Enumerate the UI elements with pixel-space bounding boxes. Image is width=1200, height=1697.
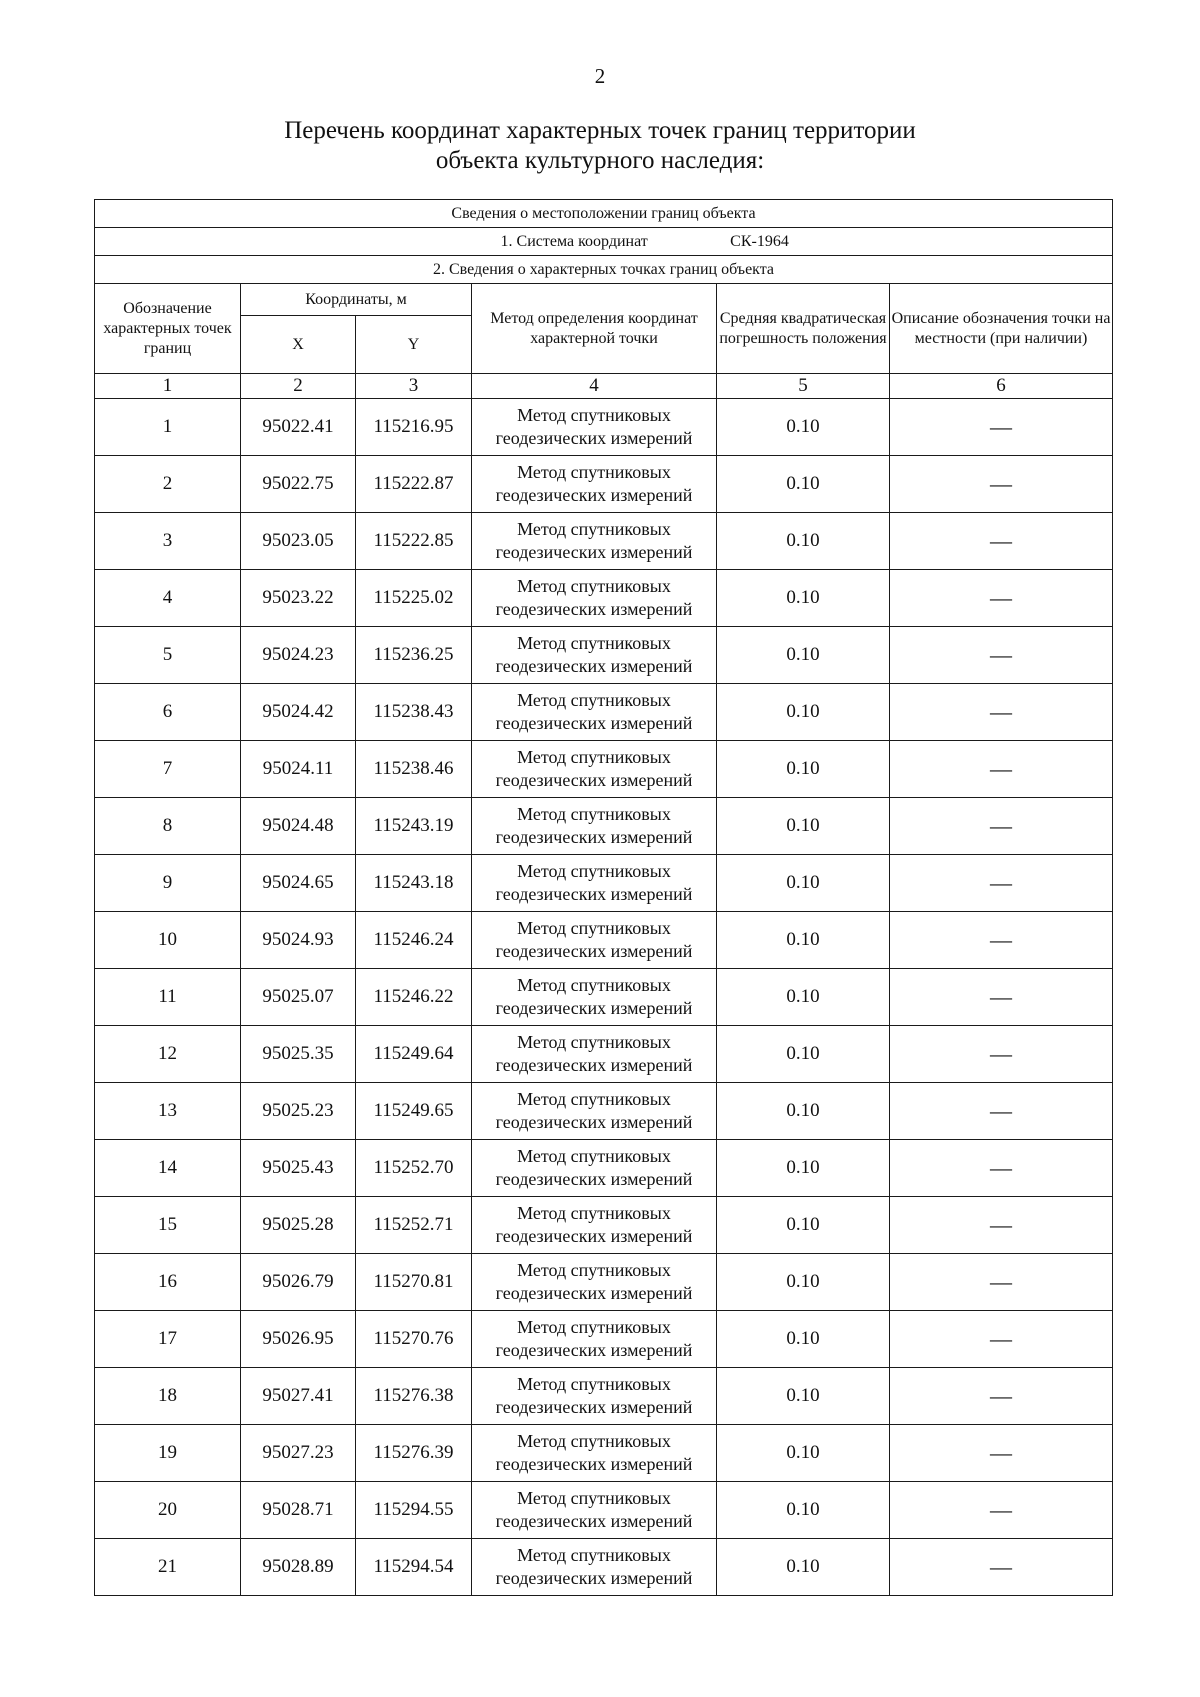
method-cell: Метод спутниковых геодезических измерений: [472, 1368, 717, 1425]
method-cell: Метод спутниковых геодезических измерений: [472, 1539, 717, 1596]
y-coordinate-cell: 115243.18: [356, 855, 472, 912]
error-cell: 0.10: [717, 1539, 890, 1596]
col-header-method: Метод определения координат характерной точки: [472, 284, 717, 374]
y-coordinate-cell: 115249.64: [356, 1026, 472, 1083]
point-number-cell: 11: [95, 969, 241, 1026]
description-cell: —: [890, 1083, 1113, 1140]
coord-system-label: 1. Система координат: [500, 232, 648, 250]
description-cell: —: [890, 912, 1113, 969]
points-header: 2. Сведения о характерных точках границ объекта: [95, 256, 1113, 284]
x-coordinate-cell: 95023.22: [241, 570, 356, 627]
table-row: [95, 798, 1113, 855]
description-cell: —: [890, 399, 1113, 456]
table-row: [95, 741, 1113, 798]
error-cell: 0.10: [717, 1197, 890, 1254]
error-cell: 0.10: [717, 1368, 890, 1425]
method-cell: Метод спутниковых геодезических измерений: [472, 855, 717, 912]
coord-system-value: СК-1964: [730, 232, 789, 250]
column-number: 2: [241, 374, 356, 399]
error-cell: 0.10: [717, 1425, 890, 1482]
description-cell: —: [890, 1197, 1113, 1254]
method-cell: Метод спутниковых геодезических измерений: [472, 1482, 717, 1539]
y-coordinate-cell: 115222.87: [356, 456, 472, 513]
point-number-cell: 4: [95, 570, 241, 627]
error-cell: 0.10: [717, 1254, 890, 1311]
error-cell: 0.10: [717, 1083, 890, 1140]
title-line-1: Перечень координат характерных точек границ территории: [284, 117, 916, 144]
error-cell: 0.10: [717, 1311, 890, 1368]
point-number-cell: 10: [95, 912, 241, 969]
error-cell: 0.10: [717, 399, 890, 456]
description-cell: —: [890, 1026, 1113, 1083]
col-header-error: Средняя квадратическая погрешность положения: [717, 284, 890, 374]
table-row: [95, 684, 1113, 741]
description-cell: —: [890, 855, 1113, 912]
point-number-cell: 19: [95, 1425, 241, 1482]
x-coordinate-cell: 95026.95: [241, 1311, 356, 1368]
method-cell: Метод спутниковых геодезических измерений: [472, 1197, 717, 1254]
description-cell: —: [890, 570, 1113, 627]
y-coordinate-cell: 115252.71: [356, 1197, 472, 1254]
error-cell: 0.10: [717, 627, 890, 684]
error-cell: 0.10: [717, 456, 890, 513]
y-coordinate-cell: 115249.65: [356, 1083, 472, 1140]
point-number-cell: 14: [95, 1140, 241, 1197]
x-coordinate-cell: 95022.41: [241, 399, 356, 456]
x-coordinate-cell: 95024.11: [241, 741, 356, 798]
column-number: 4: [472, 374, 717, 399]
description-cell: —: [890, 1368, 1113, 1425]
coord-system-row: [95, 228, 1113, 256]
description-cell: —: [890, 456, 1113, 513]
title-line-2: объекта культурного наследия:: [435, 147, 765, 174]
method-cell: Метод спутниковых геодезических измерений: [472, 684, 717, 741]
point-number-cell: 6: [95, 684, 241, 741]
point-number-cell: 12: [95, 1026, 241, 1083]
table-row: [95, 570, 1113, 627]
description-cell: —: [890, 1425, 1113, 1482]
document-title: [0, 116, 1200, 176]
method-cell: Метод спутниковых геодезических измерений: [472, 1254, 717, 1311]
point-number-cell: 17: [95, 1311, 241, 1368]
table-row: [95, 1197, 1113, 1254]
x-coordinate-cell: 95025.23: [241, 1083, 356, 1140]
y-coordinate-cell: 115222.85: [356, 513, 472, 570]
method-cell: Метод спутниковых геодезических измерений: [472, 1083, 717, 1140]
x-coordinate-cell: 95025.43: [241, 1140, 356, 1197]
y-coordinate-cell: 115236.25: [356, 627, 472, 684]
description-cell: —: [890, 1311, 1113, 1368]
error-cell: 0.10: [717, 855, 890, 912]
x-coordinate-cell: 95028.89: [241, 1539, 356, 1596]
point-number-cell: 9: [95, 855, 241, 912]
table-row: [95, 1140, 1113, 1197]
table-row: [95, 627, 1113, 684]
y-coordinate-cell: 115276.38: [356, 1368, 472, 1425]
point-number-cell: 2: [95, 456, 241, 513]
point-number-cell: 15: [95, 1197, 241, 1254]
x-coordinate-cell: 95024.93: [241, 912, 356, 969]
y-coordinate-cell: 115294.55: [356, 1482, 472, 1539]
description-cell: —: [890, 798, 1113, 855]
table-row: [95, 399, 1113, 456]
x-coordinate-cell: 95024.65: [241, 855, 356, 912]
x-coordinate-cell: 95025.35: [241, 1026, 356, 1083]
error-cell: 0.10: [717, 1140, 890, 1197]
point-number-cell: 7: [95, 741, 241, 798]
description-cell: —: [890, 1539, 1113, 1596]
description-cell: —: [890, 1482, 1113, 1539]
description-cell: —: [890, 969, 1113, 1026]
description-cell: —: [890, 1254, 1113, 1311]
x-coordinate-cell: 95024.42: [241, 684, 356, 741]
method-cell: Метод спутниковых геодезических измерений: [472, 1311, 717, 1368]
point-number-cell: 13: [95, 1083, 241, 1140]
y-coordinate-cell: 115243.19: [356, 798, 472, 855]
error-cell: 0.10: [717, 741, 890, 798]
y-coordinate-cell: 115216.95: [356, 399, 472, 456]
point-number-cell: 20: [95, 1482, 241, 1539]
x-coordinate-cell: 95024.48: [241, 798, 356, 855]
table-row: [95, 1026, 1113, 1083]
description-cell: —: [890, 1140, 1113, 1197]
x-coordinate-cell: 95025.28: [241, 1197, 356, 1254]
column-number: 3: [356, 374, 472, 399]
col-header-designation: Обозначение характерных точек границ: [95, 284, 241, 374]
point-number-cell: 5: [95, 627, 241, 684]
description-cell: —: [890, 684, 1113, 741]
y-coordinate-cell: 115276.39: [356, 1425, 472, 1482]
point-number-cell: 21: [95, 1539, 241, 1596]
table-row: [95, 513, 1113, 570]
y-coordinate-cell: 115246.22: [356, 969, 472, 1026]
x-coordinate-cell: 95027.23: [241, 1425, 356, 1482]
method-cell: Метод спутниковых геодезических измерений: [472, 1026, 717, 1083]
error-cell: 0.10: [717, 1026, 890, 1083]
x-coordinate-cell: 95023.05: [241, 513, 356, 570]
column-number: 5: [717, 374, 890, 399]
table-row: [95, 1311, 1113, 1368]
table-row: [95, 456, 1113, 513]
col-header-x: X: [241, 316, 356, 374]
error-cell: 0.10: [717, 912, 890, 969]
x-coordinate-cell: 95028.71: [241, 1482, 356, 1539]
table-row: [95, 1368, 1113, 1425]
column-number: 6: [890, 374, 1113, 399]
description-cell: —: [890, 741, 1113, 798]
x-coordinate-cell: 95024.23: [241, 627, 356, 684]
point-number-cell: 18: [95, 1368, 241, 1425]
method-cell: Метод спутниковых геодезических измерений: [472, 570, 717, 627]
error-cell: 0.10: [717, 798, 890, 855]
error-cell: 0.10: [717, 969, 890, 1026]
error-cell: 0.10: [717, 1482, 890, 1539]
coordinates-table: [94, 199, 1113, 1596]
table-row: [95, 1425, 1113, 1482]
col-header-y: Y: [356, 316, 472, 374]
table-row: [95, 912, 1113, 969]
method-cell: Метод спутниковых геодезических измерений: [472, 399, 717, 456]
description-cell: —: [890, 627, 1113, 684]
description-cell: —: [890, 513, 1113, 570]
x-coordinate-cell: 95025.07: [241, 969, 356, 1026]
method-cell: Метод спутниковых геодезических измерений: [472, 1425, 717, 1482]
point-number-cell: 3: [95, 513, 241, 570]
col-header-description: Описание обозначения точки на местности (при наличии): [890, 284, 1113, 374]
section-header: Сведения о местоположении границ объекта: [95, 200, 1113, 228]
col-header-coordinates: Координаты, м: [241, 284, 472, 316]
error-cell: 0.10: [717, 513, 890, 570]
table-row: [95, 1083, 1113, 1140]
y-coordinate-cell: 115270.76: [356, 1311, 472, 1368]
table-row: [95, 1482, 1113, 1539]
error-cell: 0.10: [717, 684, 890, 741]
table-row: [95, 969, 1113, 1026]
method-cell: Метод спутниковых геодезических измерений: [472, 798, 717, 855]
table-row: [95, 1254, 1113, 1311]
y-coordinate-cell: 115270.81: [356, 1254, 472, 1311]
method-cell: Метод спутниковых геодезических измерений: [472, 513, 717, 570]
y-coordinate-cell: 115246.24: [356, 912, 472, 969]
table-row: [95, 1539, 1113, 1596]
y-coordinate-cell: 115252.70: [356, 1140, 472, 1197]
point-number-cell: 8: [95, 798, 241, 855]
column-number: 1: [95, 374, 241, 399]
method-cell: Метод спутниковых геодезических измерений: [472, 1140, 717, 1197]
x-coordinate-cell: 95027.41: [241, 1368, 356, 1425]
column-number-row: [95, 374, 1113, 399]
method-cell: Метод спутниковых геодезических измерений: [472, 741, 717, 798]
point-number-cell: 16: [95, 1254, 241, 1311]
method-cell: Метод спутниковых геодезических измерений: [472, 969, 717, 1026]
y-coordinate-cell: 115238.43: [356, 684, 472, 741]
y-coordinate-cell: 115294.54: [356, 1539, 472, 1596]
y-coordinate-cell: 115238.46: [356, 741, 472, 798]
method-cell: Метод спутниковых геодезических измерений: [472, 627, 717, 684]
point-number-cell: 1: [95, 399, 241, 456]
x-coordinate-cell: 95022.75: [241, 456, 356, 513]
table-row: [95, 855, 1113, 912]
y-coordinate-cell: 115225.02: [356, 570, 472, 627]
page-number: 2: [594, 64, 606, 88]
method-cell: Метод спутниковых геодезических измерений: [472, 456, 717, 513]
error-cell: 0.10: [717, 570, 890, 627]
method-cell: Метод спутниковых геодезических измерений: [472, 912, 717, 969]
x-coordinate-cell: 95026.79: [241, 1254, 356, 1311]
